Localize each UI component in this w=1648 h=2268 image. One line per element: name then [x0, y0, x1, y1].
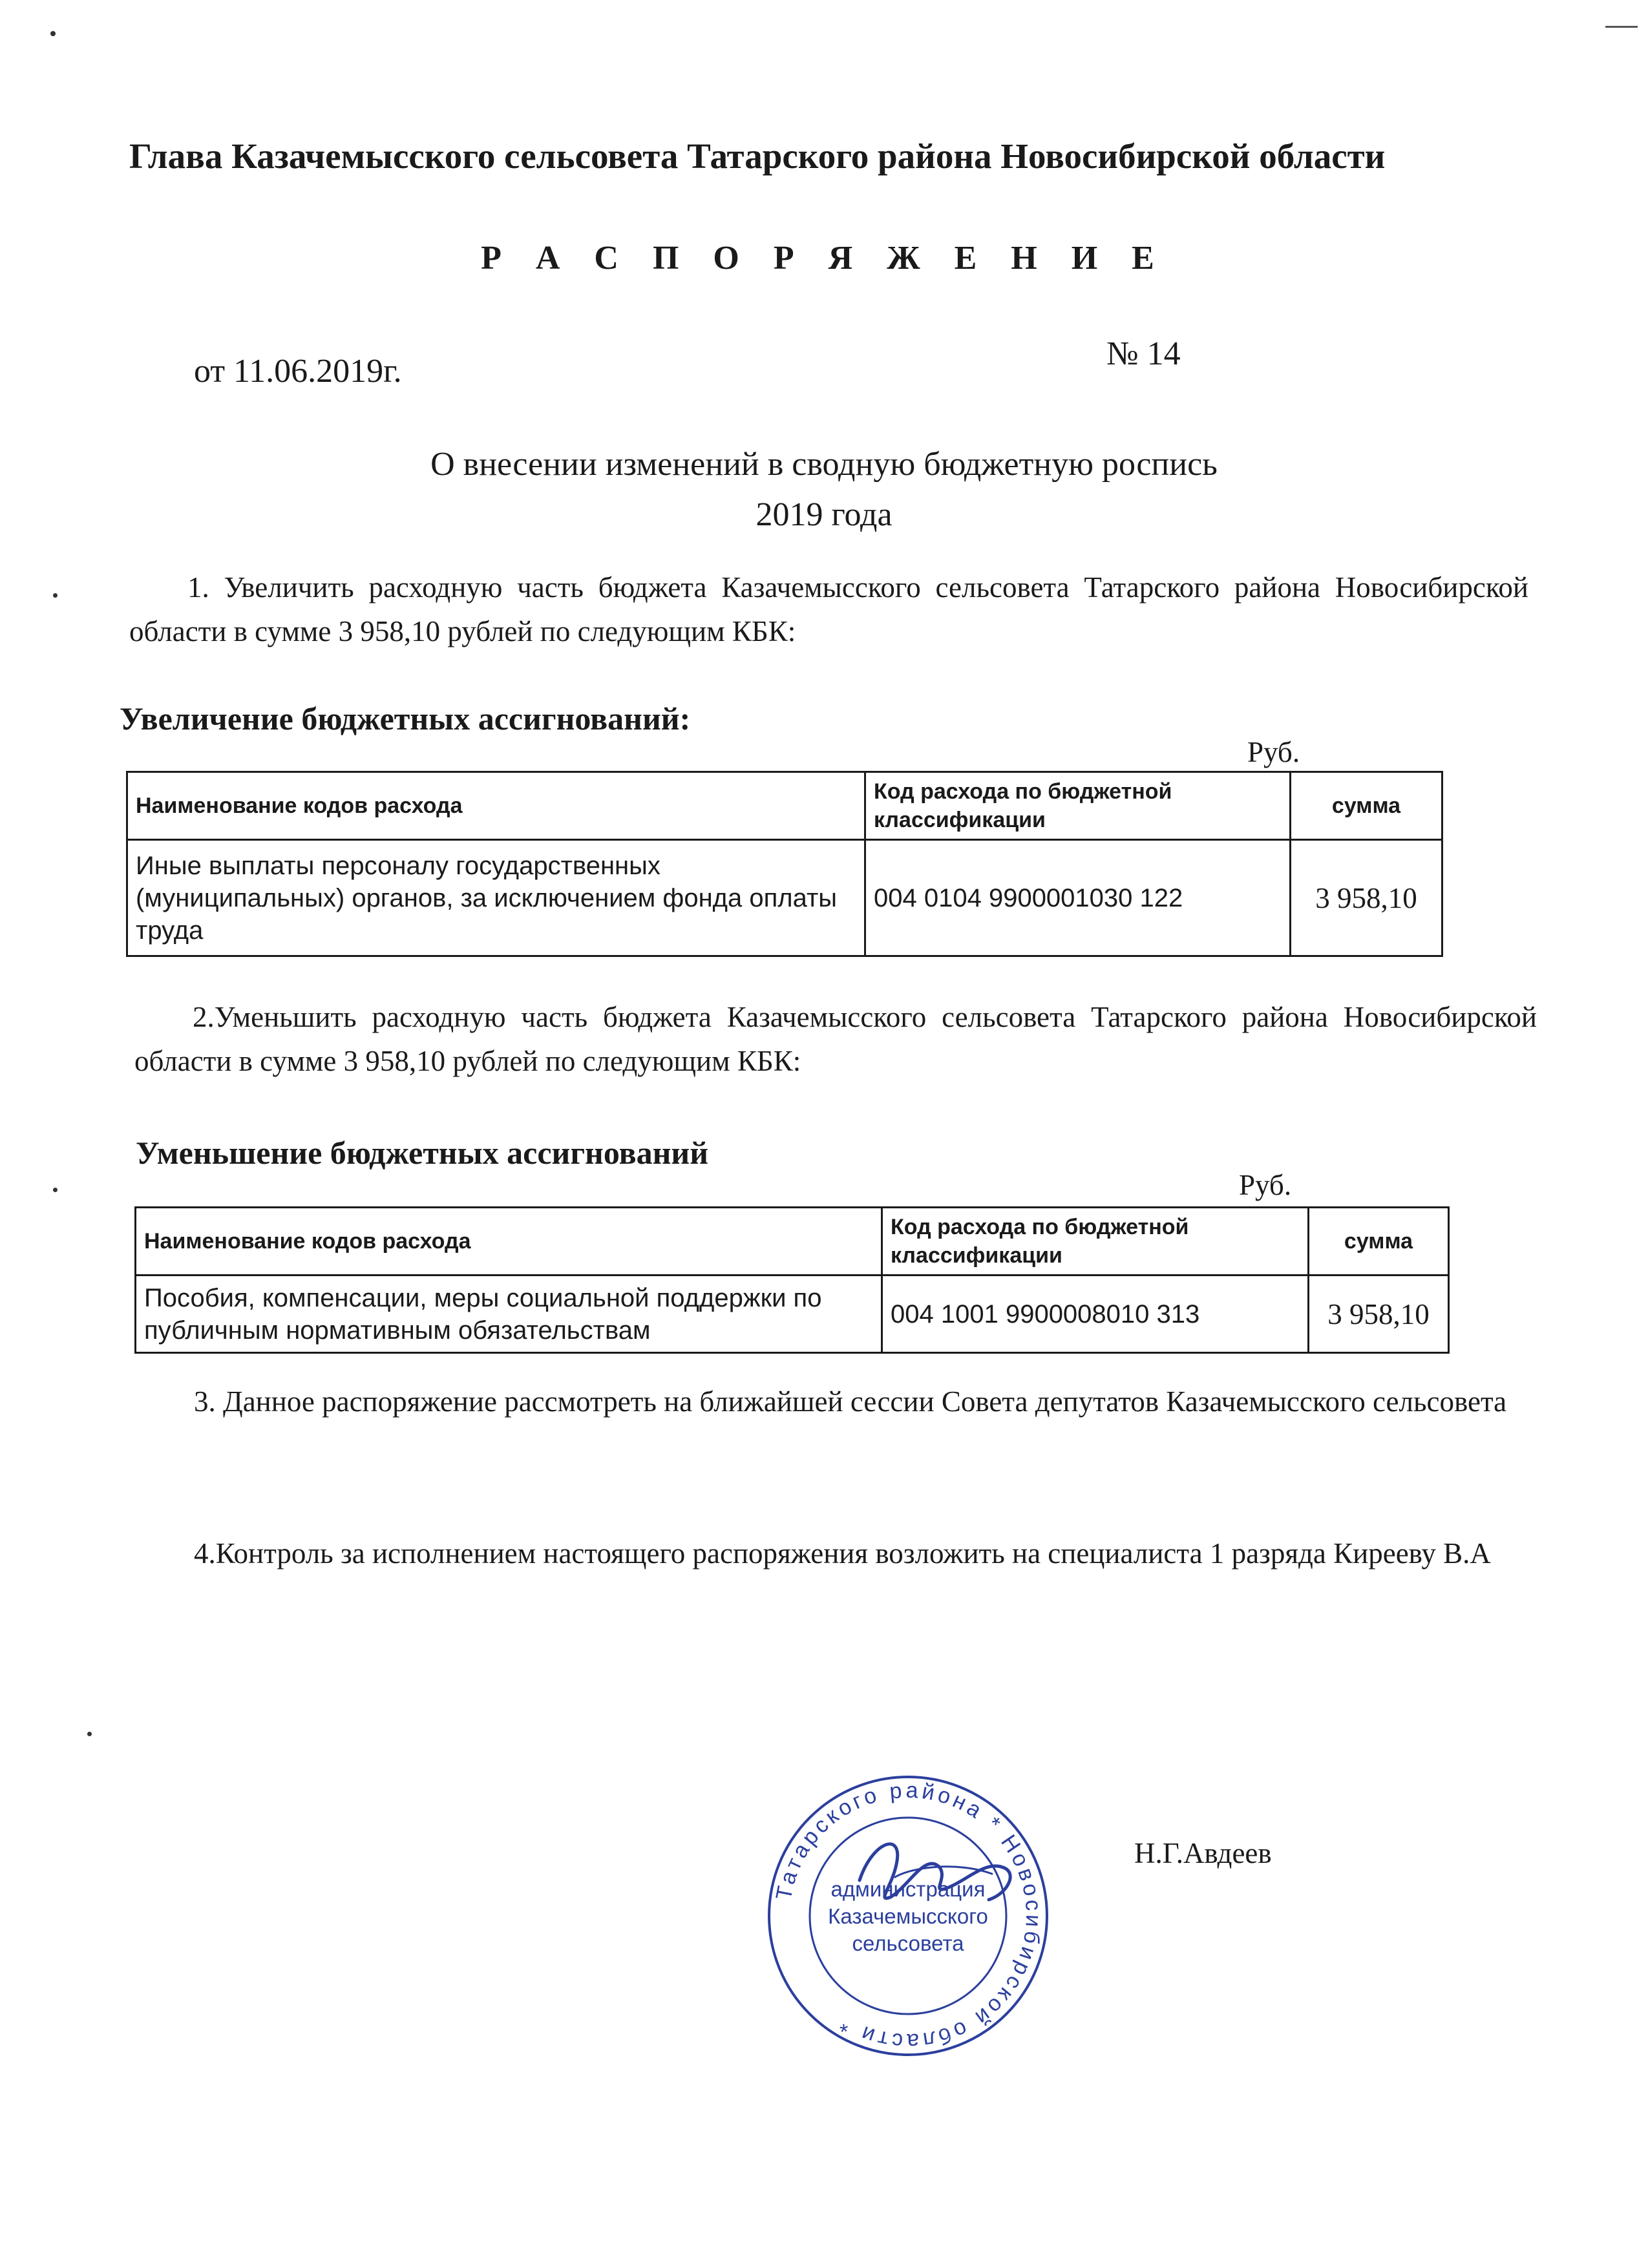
document-date: от 11.06.2019г. [194, 353, 402, 390]
table-header-row [127, 772, 1442, 840]
stamp-outer-text: Татарского района * Новосибирской области * [771, 1778, 1046, 2054]
column-header-sum: сумма [1291, 772, 1442, 840]
document-type-title: Р А С П О Р Я Ж Е Н И Е [481, 240, 1167, 277]
stamp-inner-line-2: Казачемысского [828, 1904, 988, 1928]
official-stamp [763, 1770, 1053, 2061]
subject-line-2: 2019 года [755, 496, 893, 533]
table-row [127, 840, 1442, 956]
table-row [136, 1276, 1449, 1353]
document-number: № 14 [1106, 335, 1181, 372]
decrease-currency-label: Руб. [1239, 1169, 1292, 1201]
column-header-name: Наименование кодов расхода [136, 1208, 882, 1276]
column-header-sum: сумма [1309, 1208, 1449, 1276]
scan-mark [1605, 26, 1638, 28]
stamp-inner-line-3: сельсовета [852, 1931, 964, 1955]
row-code-cell: 004 0104 9900001030 122 [865, 840, 1291, 956]
decrease-heading: Уменьшение бюджетных ассигнований [136, 1135, 709, 1171]
column-header-name: Наименование кодов расхода [127, 772, 865, 840]
signatory-name: Н.Г.Авдеев [1134, 1837, 1272, 1869]
scan-speck [53, 1188, 58, 1192]
decrease-table [134, 1206, 1450, 1354]
paragraph-2: 2.Уменьшить расходную часть бюджета Казачемысского сельсовета Татарского района Новосибирской области в сумме 3 958,10 рублей по следующим КБК: [134, 1001, 1537, 1077]
paragraph-1: 1. Увеличить расходную часть бюджета Казачемысского сельсовета Татарского района Новосибирской области в сумме 3 958,10 рублей по следующим КБК: [129, 571, 1528, 647]
column-header-code: Код расхода по бюджетной классификации [882, 1208, 1309, 1276]
row-sum-cell: 3 958,10 [1309, 1276, 1449, 1353]
paragraph-3: 3. Данное распоряжение рассмотреть на ближайшей сессии Совета депутатов Казачемысского сельсовета [194, 1385, 1507, 1418]
document-header: Глава Казачемысского сельсовета Татарского района Новосибирской области [129, 136, 1386, 176]
row-code-cell: 004 1001 9900008010 313 [882, 1276, 1309, 1353]
subject-line-1: О внесении изменений в сводную бюджетную роспись [430, 446, 1218, 483]
document-subject [0, 439, 1648, 540]
scan-speck [53, 593, 58, 598]
row-sum-cell: 3 958,10 [1291, 840, 1442, 956]
increase-currency-label: Руб. [1247, 736, 1300, 768]
increase-table [126, 771, 1443, 957]
row-name-cell: Иные выплаты персоналу государственных (муниципальных) органов, за исключением фонда оплаты труда [127, 840, 865, 956]
stamp-inner-line-1: администрация [830, 1877, 986, 1901]
row-name-cell: Пособия, компенсации, меры социальной поддержки по публичным нормативным обязательствам [136, 1276, 882, 1353]
paragraph-4: 4.Контроль за исполнением настоящего распоряжения возложить на специалиста 1 разряда Кирееву В.А [194, 1537, 1491, 1570]
increase-heading: Увеличение бюджетных ассигнований: [120, 700, 691, 737]
column-header-code: Код расхода по бюджетной классификации [865, 772, 1291, 840]
scan-speck [87, 1732, 92, 1736]
table-header-row [136, 1208, 1449, 1276]
scan-speck [50, 31, 56, 36]
